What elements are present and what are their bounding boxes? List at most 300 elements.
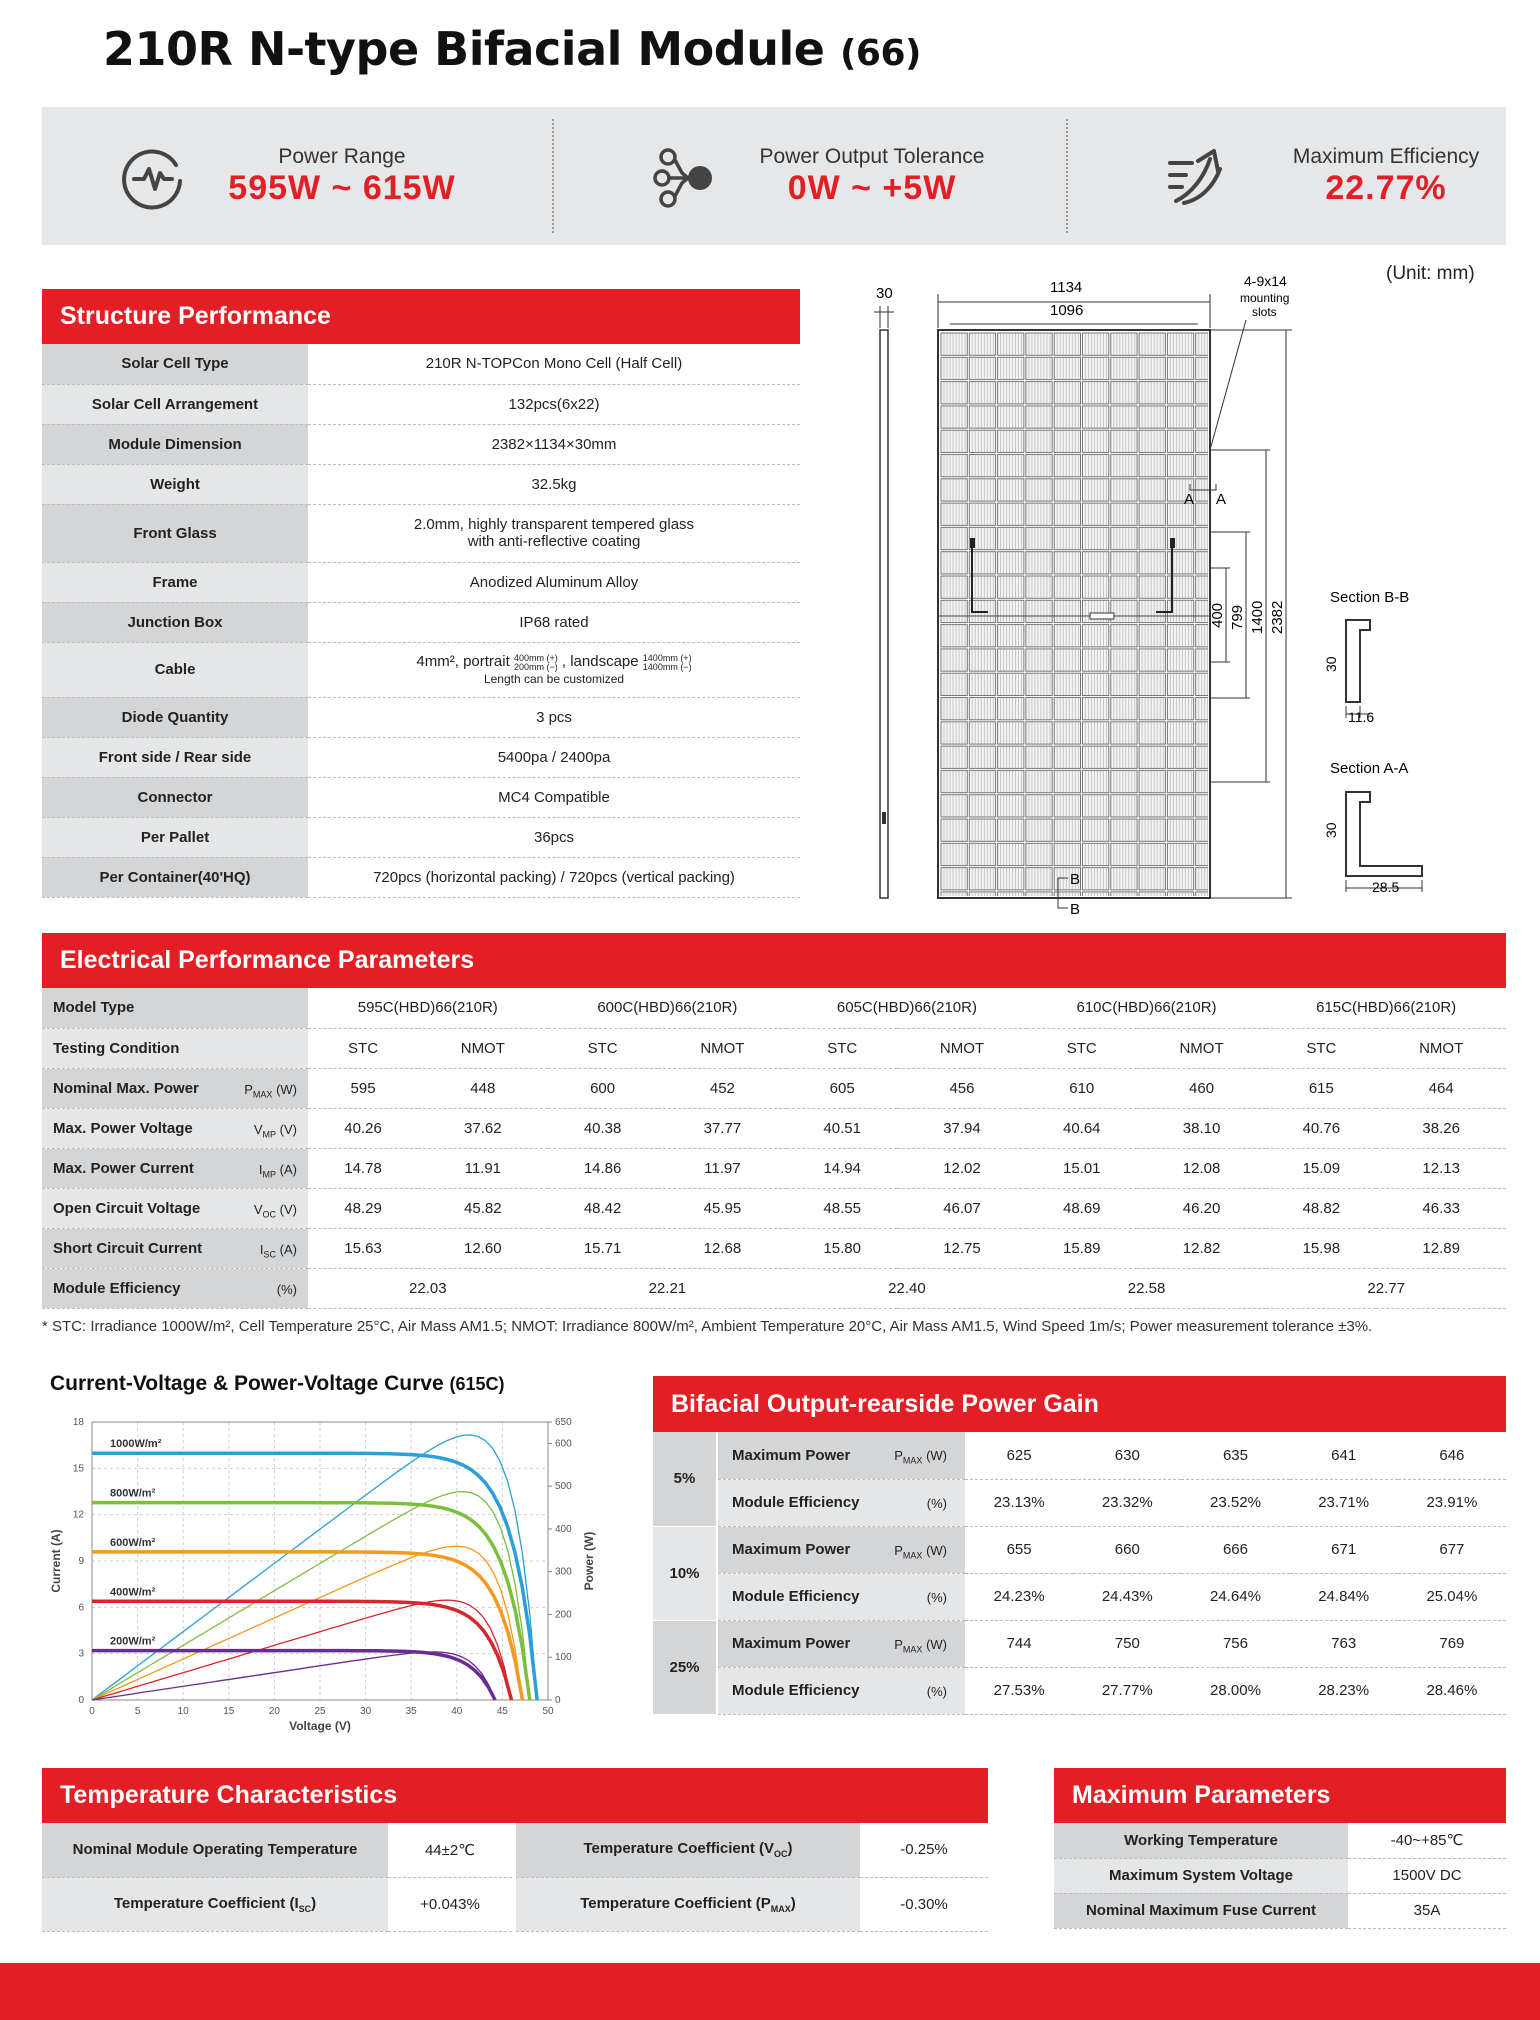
bifacial-heading: Bifacial Output-rearside Power Gain (653, 1376, 1506, 1432)
cell: 45.95 (658, 1188, 788, 1228)
table-row (1054, 1858, 1506, 1893)
row-label (717, 1667, 965, 1714)
cable-text: , landscape (561, 653, 639, 671)
label-text: Max. Power Current (53, 1159, 194, 1177)
row-label: Nominal Maximum Fuse Current (1054, 1893, 1348, 1928)
label-text: Open Circuit Voltage (53, 1199, 201, 1217)
section-bb-title: Section B-B (1330, 589, 1410, 606)
unit (260, 1242, 297, 1260)
label-text: Module Efficiency (53, 1279, 181, 1297)
cell: 655 (965, 1526, 1073, 1573)
label-text: Short Circuit Current (53, 1239, 203, 1257)
cell: 460 (1137, 1068, 1267, 1108)
table-row (42, 464, 800, 504)
cell: 48.42 (548, 1188, 658, 1228)
unit (254, 1122, 297, 1140)
label-text: Temperature Coefficient (P (580, 1894, 771, 1912)
y-tick-label: 3 (78, 1648, 84, 1660)
row-label: Junction Box (42, 602, 308, 642)
page-title (103, 22, 921, 76)
row-label (42, 1068, 308, 1108)
pv-curve-4 (92, 1652, 495, 1700)
series-label: 200W/m² (110, 1635, 156, 1648)
iv-curve-4 (92, 1651, 495, 1700)
cell: 14.94 (787, 1148, 897, 1188)
x-axis-label: Voltage (V) (289, 1719, 351, 1733)
table-row (42, 697, 800, 737)
cell: 11.97 (658, 1148, 788, 1188)
frac-line: 1400mm (−) (642, 661, 692, 672)
unit-text: (W) (926, 1636, 947, 1652)
dim-slots-label: mounting (1240, 291, 1290, 305)
condition: STC (1266, 1028, 1376, 1068)
row-label: Per Container(40'HQ) (42, 857, 308, 897)
unit-sub: SC (263, 1249, 277, 1260)
unit (254, 1202, 297, 1220)
kpi-banner (42, 107, 1506, 245)
cell: 24.64% (1181, 1573, 1289, 1620)
dim-slots-label: slots (1252, 305, 1277, 319)
label-text: Max. Power Voltage (53, 1119, 193, 1137)
cell: 40.38 (548, 1108, 658, 1148)
cell: 23.52% (1181, 1479, 1289, 1526)
cell: 15.01 (1027, 1148, 1137, 1188)
series-label: 400W/m² (110, 1586, 156, 1599)
row-label: Front Glass (42, 504, 308, 562)
unit (244, 1082, 297, 1100)
unit-text: (V) (279, 1201, 297, 1217)
iv-curve-0 (92, 1453, 537, 1700)
iv-chart-title (50, 1372, 505, 1396)
table-row (42, 384, 800, 424)
row-label: Temperature Coefficient $(V_{OC})$ (514, 1823, 860, 1877)
unit-sub: MAX (252, 1089, 273, 1100)
y-tick-label: 9 (78, 1556, 84, 1567)
dim-2382: 2382 (1269, 600, 1286, 634)
table-row (42, 1877, 988, 1931)
cell: 769 (1398, 1620, 1506, 1667)
table-row (42, 1148, 1506, 1188)
unit-symbol: P (244, 1081, 253, 1097)
table-row (42, 1108, 1506, 1148)
table-row (42, 1068, 1506, 1108)
y2-tick-label: 100 (555, 1652, 572, 1664)
row-label: Cable (42, 642, 308, 697)
cell: 15.71 (548, 1228, 658, 1268)
cable-text: 4mm², portrait (416, 653, 510, 671)
condition: NMOT (1137, 1028, 1267, 1068)
table-row (653, 1667, 1506, 1714)
row-value: +0.043% (388, 1877, 514, 1931)
cell: 12.02 (897, 1148, 1027, 1188)
row-label (717, 1573, 965, 1620)
table-row (42, 1823, 988, 1877)
label-text: Maximum Power (732, 1541, 851, 1558)
unit-symbol: I (259, 1241, 264, 1257)
kpi-value: 0W ~ +5W (787, 169, 957, 207)
table-row (42, 988, 1506, 1028)
cell: 22.40 (787, 1268, 1027, 1308)
table-row (42, 344, 800, 384)
iv-title-text: Current-Voltage & Power-Voltage Curve (50, 1372, 444, 1395)
cell: 641 (1290, 1432, 1398, 1479)
table-row (1054, 1823, 1506, 1858)
value-line: 2.0mm, highly transparent tempered glass (413, 516, 695, 533)
unit-text: (A) (279, 1161, 297, 1177)
cell: 666 (1181, 1526, 1289, 1573)
cell: 40.26 (308, 1108, 418, 1148)
cell: 48.69 (1027, 1188, 1137, 1228)
unit-symbol: V (253, 1201, 263, 1217)
cell: 38.26 (1376, 1108, 1506, 1148)
cell: 40.76 (1266, 1108, 1376, 1148)
dim-slots: 4-9x14 (1244, 273, 1287, 289)
x-tick-label: 45 (496, 1706, 508, 1717)
label-text: Module Efficiency (732, 1494, 860, 1511)
x-tick-label: 40 (451, 1706, 463, 1717)
cell: 24.84% (1290, 1573, 1398, 1620)
row-value: 3 pcs (308, 697, 800, 737)
cell: 15.09 (1266, 1148, 1376, 1188)
condition: STC (787, 1028, 897, 1068)
cell: 15.63 (308, 1228, 418, 1268)
cell: 23.71% (1290, 1479, 1398, 1526)
structure-heading: Structure Performance (42, 289, 800, 344)
electrical-table (42, 988, 1506, 1309)
y2-tick-label: 500 (555, 1481, 572, 1493)
unit-sub: OC (262, 1209, 277, 1220)
kpi-label: Power Output Tolerance (759, 145, 985, 168)
row-label: Working Temperature (1054, 1823, 1348, 1858)
y-tick-label: 12 (72, 1509, 84, 1521)
model-name: 605C(HBD)66(210R) (787, 988, 1027, 1028)
row-label: Connector (42, 777, 308, 817)
cell: 23.13% (965, 1479, 1073, 1526)
molecule-node-icon (648, 143, 718, 213)
table-row (42, 737, 800, 777)
table-row (653, 1526, 1506, 1573)
row-label (42, 1188, 308, 1228)
cell: 12.82 (1137, 1228, 1267, 1268)
cell: 28.46% (1398, 1667, 1506, 1714)
x-tick-label: 15 (223, 1706, 235, 1717)
unit-sub: MP (262, 1129, 277, 1140)
cell: 456 (897, 1068, 1027, 1108)
label-text: Nominal Max. Power (53, 1079, 199, 1097)
row-value (308, 642, 800, 697)
cell: 48.55 (787, 1188, 897, 1228)
bifacial-table (653, 1432, 1506, 1715)
cell: 12.60 (418, 1228, 548, 1268)
table-row (1054, 1893, 1506, 1928)
row-value: -40~+85℃ (1348, 1823, 1506, 1858)
unit-symbol: I (258, 1161, 263, 1177)
kpi-value: 595W ~ 615W (228, 169, 456, 207)
table-row (42, 562, 800, 602)
cell: 15.98 (1266, 1228, 1376, 1268)
dim-bb-width: 11.6 (1348, 709, 1375, 725)
divider (1066, 119, 1068, 233)
unit-text: (W) (926, 1448, 947, 1463)
cell: 40.64 (1027, 1108, 1137, 1148)
row-label: Weight (42, 464, 308, 504)
row-label (717, 1479, 965, 1526)
table-row (653, 1573, 1506, 1620)
cell: 12.13 (1376, 1148, 1506, 1188)
row-value: MC4 Compatible (308, 777, 800, 817)
divider (552, 119, 554, 233)
row-label: Model Type (42, 988, 308, 1028)
x-tick-label: 20 (268, 1706, 280, 1717)
unit: $P_{MAX}$ (W) (894, 1542, 947, 1561)
row-label (717, 1620, 965, 1667)
cable-landscape-lengths (643, 654, 692, 672)
kpi-value: 22.77% (1325, 169, 1447, 207)
table-row (42, 642, 800, 697)
unit-text: (A) (279, 1241, 297, 1257)
table-row (42, 1228, 1506, 1268)
cell: 22.58 (1027, 1268, 1267, 1308)
kpi-power-range (42, 107, 530, 245)
row-label: Diode Quantity (42, 697, 308, 737)
module-drawing (860, 262, 1450, 922)
row-label: Frame (42, 562, 308, 602)
model-name: 600C(HBD)66(210R) (548, 988, 788, 1028)
row-value: 720pcs (horizontal packing) / 720pcs (vertical packing) (308, 857, 800, 897)
frac-line: 1400mm (+) (642, 652, 692, 663)
cell: 625 (965, 1432, 1073, 1479)
condition: NMOT (658, 1028, 788, 1068)
cell: 22.21 (548, 1268, 788, 1308)
row-value: 132pcs(6x22) (308, 384, 800, 424)
label-text: Module Efficiency (732, 1588, 860, 1605)
unit-sub: MP (262, 1169, 277, 1180)
gain-percent: 25% (653, 1620, 717, 1714)
unit (259, 1162, 297, 1180)
cell: 48.29 (308, 1188, 418, 1228)
dim-width: 1134 (1050, 279, 1083, 296)
kpi-label: Maximum Efficiency (1292, 145, 1480, 168)
row-value: 36pcs (308, 817, 800, 857)
cell: 46.20 (1137, 1188, 1267, 1228)
table-row (653, 1432, 1506, 1479)
unit: $P_{MAX}$ (W) (894, 1636, 947, 1655)
cell: 24.43% (1073, 1573, 1181, 1620)
dim-thickness: 30 (876, 285, 893, 302)
y2-tick-label: 400 (555, 1523, 572, 1535)
temperature-table (42, 1823, 988, 1932)
dim-400: 400 (1209, 602, 1226, 628)
cell: 14.78 (308, 1148, 418, 1188)
condition: STC (1027, 1028, 1137, 1068)
x-tick-label: 35 (405, 1706, 417, 1717)
row-value: 1500V DC (1348, 1858, 1506, 1893)
row-label (42, 1268, 308, 1308)
cell: 27.77% (1073, 1667, 1181, 1714)
condition: NMOT (1376, 1028, 1506, 1068)
electrical-heading: Electrical Performance Parameters (42, 933, 1506, 988)
cell: 46.07 (897, 1188, 1027, 1228)
cell-grid (940, 332, 1208, 896)
cell: 38.10 (1137, 1108, 1267, 1148)
row-value: 44±2℃ (388, 1823, 514, 1877)
x-tick-label: 10 (177, 1706, 189, 1717)
row-label: Testing Condition (42, 1028, 308, 1068)
cell: 464 (1376, 1068, 1506, 1108)
unit: (%) (276, 1281, 297, 1297)
cell: 448 (418, 1068, 548, 1108)
row-value: IP68 rated (308, 602, 800, 642)
row-label: Per Pallet (42, 817, 308, 857)
y2-tick-label: 650 (555, 1417, 572, 1428)
unit: $P_{MAX}$ (W) (894, 1448, 947, 1466)
cell: 610 (1027, 1068, 1137, 1108)
kpi-max-efficiency (1086, 107, 1540, 245)
x-tick-label: 25 (314, 1706, 326, 1717)
y-axis-label: Current (A) (49, 1529, 63, 1593)
y2-tick-label: 300 (555, 1566, 572, 1578)
row-label: Temperature Coefficient $(P_{MAX})$ (514, 1877, 860, 1931)
cell: 12.75 (897, 1228, 1027, 1268)
condition: NMOT (897, 1028, 1027, 1068)
row-value: Anodized Aluminum Alloy (308, 562, 800, 602)
row-label (42, 1108, 308, 1148)
unit-text: (V) (279, 1121, 297, 1137)
section-marker-b: B (1070, 871, 1081, 888)
max-params-table (1054, 1823, 1506, 1929)
cell: 27.53% (965, 1667, 1073, 1714)
label-sub: OC (774, 1849, 788, 1860)
cell: 23.32% (1073, 1479, 1181, 1526)
section-marker-a: A (1184, 491, 1195, 508)
table-row (42, 424, 800, 464)
unit: (%) (926, 1589, 947, 1605)
cell: 15.80 (787, 1228, 897, 1268)
label-text: Temperature Coefficient (I (113, 1894, 299, 1912)
x-tick-label: 0 (89, 1706, 95, 1717)
cell: 22.77 (1266, 1268, 1506, 1308)
row-label (42, 1148, 308, 1188)
row-value: 210R N-TOPCon Mono Cell (Half Cell) (308, 344, 800, 384)
cable-note: Length can be customized (483, 671, 625, 686)
max-params-heading: Maximum Parameters (1054, 1768, 1506, 1823)
cell: 37.77 (658, 1108, 788, 1148)
row-label (717, 1526, 965, 1573)
unit-note: (Unit: mm) (1386, 263, 1475, 284)
table-row (42, 1268, 1506, 1308)
efficiency-arrow-icon (1162, 143, 1232, 213)
row-label: Front side / Rear side (42, 737, 308, 777)
row-value: -0.25% (860, 1823, 988, 1877)
cell: 24.23% (965, 1573, 1073, 1620)
model-name: 615C(HBD)66(210R) (1266, 988, 1506, 1028)
table-row (42, 1188, 1506, 1228)
table-row (42, 817, 800, 857)
x-tick-label: 5 (134, 1706, 141, 1717)
x-tick-label: 50 (542, 1706, 554, 1717)
dim-inner-width: 1096 (1050, 302, 1084, 319)
cell: 595 (308, 1068, 418, 1108)
cell: 671 (1290, 1526, 1398, 1573)
condition: NMOT (418, 1028, 548, 1068)
row-value: 35A (1348, 1893, 1506, 1928)
cell: 605 (787, 1068, 897, 1108)
y2-axis-label: Power (W) (582, 1531, 596, 1591)
cell: 48.82 (1266, 1188, 1376, 1228)
cell: 600 (548, 1068, 658, 1108)
pv-curve-1 (92, 1492, 530, 1700)
y2-tick-label: 200 (555, 1609, 572, 1621)
table-row (42, 504, 800, 562)
section-marker-a: A (1216, 491, 1227, 508)
cell: 660 (1073, 1526, 1181, 1573)
table-row (653, 1479, 1506, 1526)
power-pulse-icon (118, 143, 188, 213)
row-label: Temperature Coefficient $(I_{SC})$ (42, 1877, 388, 1931)
iv-chart (42, 1412, 622, 1742)
dim-1400: 1400 (1249, 600, 1266, 634)
table-row (653, 1620, 1506, 1667)
series-label: 600W/m² (110, 1536, 156, 1549)
footnote: * STC: Irradiance 1000W/m², Cell Temperature 25°C, Air Mass AM1.5; NMOT: Irradiance 800W/m², Ambient Temperature 20°C, Air Mass AM1.5, Wind Speed 1m/s; Power measurement tolerance ±3%. (42, 1318, 1373, 1335)
temperature-heading: Temperature Characteristics (42, 1768, 988, 1823)
iv-curve-2 (92, 1552, 523, 1700)
x-tick-label: 30 (360, 1706, 372, 1717)
row-label: Maximum System Voltage (1054, 1858, 1348, 1893)
cell: 14.86 (548, 1148, 658, 1188)
cell: 37.62 (418, 1108, 548, 1148)
cell: 37.94 (897, 1108, 1027, 1148)
y2-tick-label: 600 (555, 1438, 572, 1450)
condition: STC (308, 1028, 418, 1068)
row-label: Solar Cell Arrangement (42, 384, 308, 424)
cell: 15.89 (1027, 1228, 1137, 1268)
structure-table (42, 344, 800, 898)
cell: 28.00% (1181, 1667, 1289, 1714)
row-label: Nominal Module Operating Temperature (42, 1823, 388, 1877)
title-suffix: (66) (839, 33, 921, 74)
cell: 40.51 (787, 1108, 897, 1148)
row-label (717, 1432, 965, 1479)
title-text: 210R N-type Bifacial Module (103, 22, 825, 76)
unit-text: (W) (926, 1542, 947, 1558)
cell: 12.68 (658, 1228, 788, 1268)
cell: 750 (1073, 1620, 1181, 1667)
series-label: 1000W/m² (110, 1438, 162, 1451)
cell: 615 (1266, 1068, 1376, 1108)
row-value: -0.30% (860, 1877, 988, 1931)
label-text: Temperature Coefficient (V (583, 1840, 775, 1858)
dim-aa-width: 28.5 (1372, 879, 1400, 895)
unit-symbol: V (253, 1121, 263, 1137)
cell: 45.82 (418, 1188, 548, 1228)
cell: 12.08 (1137, 1148, 1267, 1188)
row-value: 5400pa / 2400pa (308, 737, 800, 777)
kpi-power-tolerance (572, 107, 1060, 245)
model-name: 595C(HBD)66(210R) (308, 988, 548, 1028)
unit-text: (W) (276, 1081, 297, 1097)
cell: 452 (658, 1068, 788, 1108)
series-label: 800W/m² (110, 1487, 156, 1500)
unit: (%) (926, 1495, 947, 1511)
cable-portrait-lengths (514, 654, 558, 672)
cell: 23.91% (1398, 1479, 1506, 1526)
label-sub: MAX (770, 1903, 791, 1914)
cell: 46.33 (1376, 1188, 1506, 1228)
gain-percent: 10% (653, 1526, 717, 1620)
cell: 22.03 (308, 1268, 548, 1308)
table-row (42, 1028, 1506, 1068)
